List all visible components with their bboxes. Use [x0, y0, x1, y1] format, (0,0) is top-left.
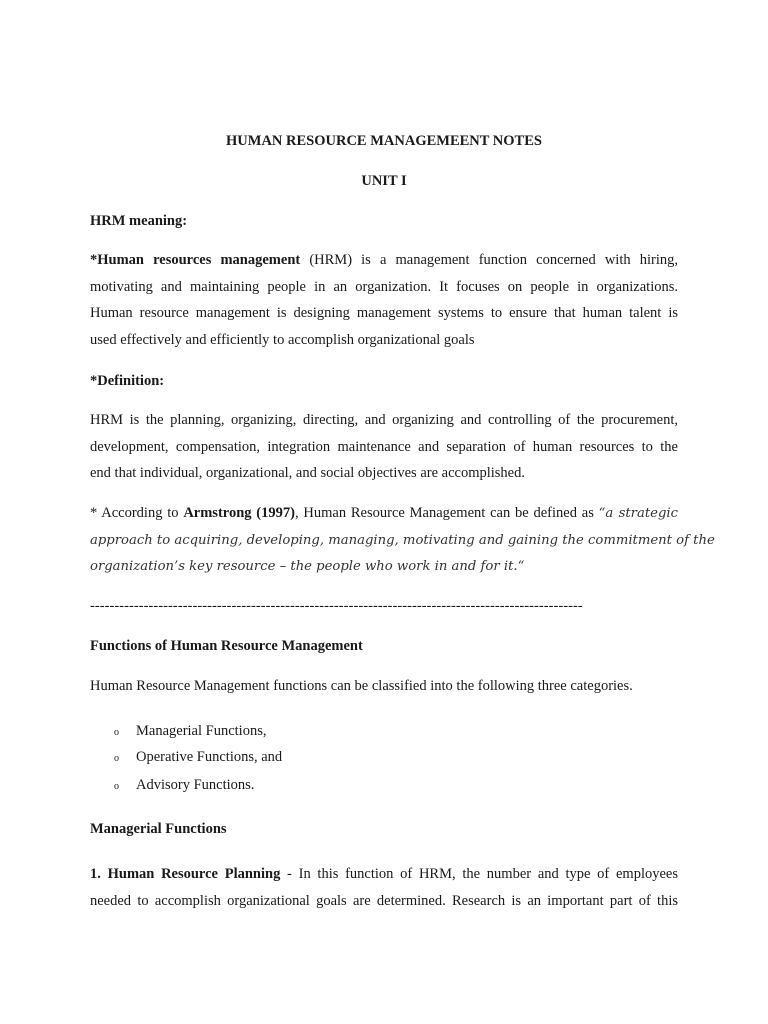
armstrong-prefix: * According to [90, 505, 184, 521]
document-title: HUMAN RESOURCE MANAGEMEENT NOTES [226, 133, 542, 149]
hrm-meaning-paragraph [90, 247, 678, 353]
managerial-functions-heading: Managerial Functions [90, 821, 227, 837]
meaning-line-1: (HRM) is a management function concerned with hiring, [300, 252, 678, 268]
meaning-line-3: Human resource management is designing management systems to ensure that human talent is [90, 305, 678, 321]
armstrong-middle: , Human Resource Management can be defined as [294, 505, 599, 521]
unit-heading: UNIT I [361, 173, 407, 189]
definition-paragraph [90, 407, 678, 487]
functions-heading: Functions of Human Resource Management [90, 638, 363, 654]
armstrong-quote-2: approach to acquiring, developing, managing, motivating and gaining the commitment of the [90, 532, 715, 548]
bullet-marker: o [114, 753, 119, 764]
bullet-marker: o [114, 781, 119, 792]
functions-intro: Human Resource Management functions can be classified into the following three categories. [90, 678, 633, 694]
armstrong-quote-3: organization’s key resource – the people who work in and for it.“ [90, 559, 525, 574]
section-divider: ----------------------------------------------------------------------------------------------------- [90, 598, 583, 614]
armstrong-author: Armstrong (1997) [183, 505, 295, 521]
hr-planning-paragraph [90, 861, 678, 914]
definition-heading: *Definition: [90, 373, 165, 389]
definition-line-3: end that individual, organizational, and social objectives are accomplished. [90, 465, 525, 481]
meaning-line-2: motivating and maintaining people in an organization. It focuses on people in organizations. [90, 278, 678, 295]
definition-line-2: development, compensation, integration maintenance and separation of human resources to the [90, 438, 678, 455]
meaning-line-4: used effectively and efficiently to accomplish organizational goals [90, 331, 475, 348]
hr-planning-bold-lead: 1. Human Resource Planning [90, 866, 281, 882]
armstrong-paragraph [90, 500, 715, 581]
bullet-marker: o [114, 727, 119, 738]
hrm-meaning-heading: HRM meaning: [90, 213, 188, 229]
definition-line-1: HRM is the planning, organizing, directing, and organizing and controlling of the procurement, [90, 412, 678, 428]
list-item-managerial: Managerial Functions, [136, 723, 267, 739]
hr-planning-line-2: needed to accomplish organizational goals are determined. Research is an important part of this [90, 892, 678, 909]
hr-planning-line-1: - In this function of HRM, the number and type of employees [280, 866, 678, 882]
list-item-advisory: Advisory Functions. [136, 777, 255, 793]
hrm-bold-lead: *Human resources management [90, 252, 301, 268]
armstrong-quote-1: “a strategic [598, 506, 678, 521]
list-item-operative: Operative Functions, and [136, 749, 283, 765]
